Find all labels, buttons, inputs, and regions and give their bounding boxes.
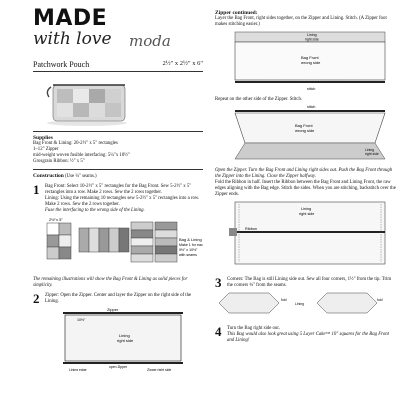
zipper-label: Zipper: [107, 307, 119, 312]
bag-front-label: Bag Front: [295, 123, 313, 128]
simplicity-note: The remaining illustrations will show the Bag Front & Lining as solid pieces for simplicity.: [33, 277, 188, 288]
fold-ribbon-text: Fold the Ribbon in half. Insert the Ribbon between the Bag Front and Lining Front, the raw edges aligning with the Bag edge. Stitch the sides. When you are stitching, backstitch over the Zipper ends.: [215, 180, 396, 197]
stitch-label: stitch: [307, 105, 316, 109]
figure-b: [215, 103, 397, 163]
divider: [33, 169, 203, 170]
supply-line: 1–12" Zipper: [33, 147, 59, 152]
zipper-continued-heading: Zipper continued:: [215, 10, 258, 16]
lining-label: Lining: [119, 333, 130, 338]
stitch-label: stitch: [307, 87, 316, 91]
figure-c: [215, 198, 397, 268]
rect-dim-label: 2½"x 5": [49, 217, 63, 222]
logo-moda: moda: [129, 32, 171, 50]
step-text: Turn the Bag right side out.: [227, 326, 280, 331]
step-text: Fuse the interfacing to the wrong side of the Lining.: [45, 208, 145, 213]
fold-label: fold: [281, 298, 287, 302]
supply-line: Grosgrain Ribbon: ½" x 5": [33, 159, 85, 164]
step-text: Zipper: Open the Zipper. Center and layer the Zipper on the right side of the Lining.: [45, 293, 192, 304]
diagram-label: Bag & Lining: [179, 237, 202, 242]
brand-logo: [33, 8, 203, 58]
step-text: Corners: The Bag is still Lining side out. Sew all four corners, 1½" from the tip. Trim the corners ¾" from the seams.: [227, 277, 392, 288]
figure-d: [215, 289, 397, 317]
step-1: [33, 184, 203, 214]
step2-diagram: [33, 305, 203, 371]
lining-edge-label: Lining edge: [69, 368, 87, 371]
step-text: Lining: Using the remaining 10 rectangles sew 5-2½" x 5" rectangles into a row. Make 2 rows. Sew the 2 rows together.: [45, 196, 200, 207]
wrong-side-label: wrong side: [301, 60, 321, 65]
open-zipper-label: open Zipper: [109, 365, 128, 369]
right-column: [215, 8, 397, 344]
logo-made: MADE: [33, 6, 108, 31]
lining-label: Lining: [307, 33, 317, 37]
diagram-label: Make 1 for each: [179, 243, 203, 247]
step-note: This Bag would also look great using 5 Layer Cake™ 10" squares for the Bag Front and Lining!: [227, 332, 389, 343]
dim-label: 10½": [77, 318, 86, 322]
step-3: [215, 277, 397, 289]
step-number: 1: [33, 182, 40, 197]
supply-line: Bag Front & Lining: 20-2½" x 5" rectangles: [33, 141, 118, 146]
lining-label: Lining: [295, 302, 305, 306]
step-number: 3: [215, 275, 222, 290]
step-text: Bag Front: Select 10-2½" x 5" rectangles for the Bag Front. Sew 5-2½" x 5" rectangles into a row. Make 2 rows. Sew the 2 rows together.: [45, 184, 192, 195]
bag-front-label: Bag Front: [301, 55, 319, 60]
step-4: [215, 326, 397, 344]
step-number: 4: [215, 324, 222, 339]
supplies-heading: Supplies: [33, 135, 53, 141]
logo-with-love: with love: [33, 29, 112, 49]
step-2: [33, 293, 203, 305]
figure-a: [215, 28, 397, 92]
lining-label: Lining: [365, 148, 375, 152]
wrong-side-label: wrong side: [295, 128, 315, 133]
project-size: 2½" x 2½" x 6": [162, 60, 203, 67]
construction-note: (Use ¼" seams.): [65, 174, 97, 179]
step1-diagram: [33, 214, 203, 272]
fold-label: fold: [377, 298, 383, 302]
intro-text: Layer the Bag Front, right sides together, on the Zipper and Lining. Stitch. (A Zipper foot makes stitching easier.): [215, 16, 387, 27]
right-side-label: right side: [299, 212, 315, 216]
right-side-label: right side: [365, 152, 379, 156]
lining-label: Lining: [301, 207, 312, 211]
diagram-label: with seams: [179, 253, 197, 257]
ribbon-label: Ribbon: [245, 227, 258, 231]
step-number: 2: [33, 291, 40, 306]
project-title: Patchwork Pouch: [33, 60, 90, 69]
open-zipper-text: Open the Zipper. Turn the Bag Front and Lining right sides out. Push the Bag Front through the Zipper into the Lining. Close the Zipper halfway.: [215, 168, 393, 179]
project-title-row: [33, 60, 203, 72]
zipper-edge-label: Zipper right side: [147, 368, 172, 371]
divider: [33, 131, 203, 132]
repeat-text: Repeat on the other side of the Zipper. Stitch.: [215, 97, 303, 102]
left-column: [33, 8, 203, 376]
construction-heading: Construction: [33, 173, 64, 179]
diagram-label: 9½" x 10½": [179, 248, 198, 252]
right-side-label: right side: [305, 37, 319, 42]
pouch-photo: [41, 75, 133, 127]
supply-line: mid-weight woven fusible interfacing: 5¼"x 10½": [33, 153, 130, 158]
right-side-label: right side: [117, 338, 134, 343]
